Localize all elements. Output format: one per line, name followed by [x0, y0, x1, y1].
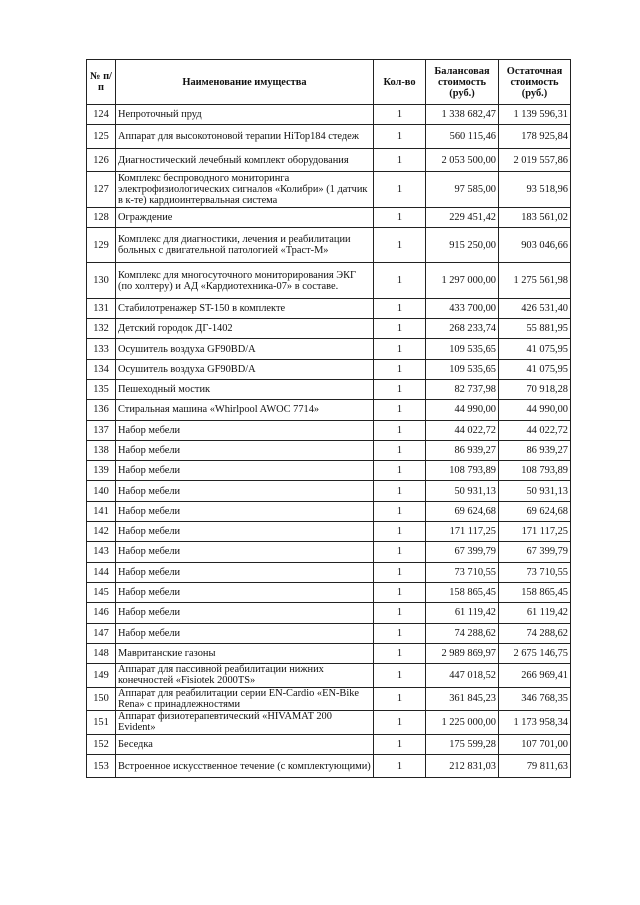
- table-row: [87, 359, 571, 379]
- row-name: Набор мебели: [116, 461, 374, 481]
- row-number: 132: [87, 319, 116, 339]
- row-quantity: 1: [374, 172, 426, 207]
- row-name: Набор мебели: [116, 440, 374, 460]
- row-residual-value: 55 881,95: [499, 319, 571, 339]
- row-quantity: 1: [374, 148, 426, 172]
- table-row: [87, 440, 571, 460]
- row-quantity: 1: [374, 461, 426, 481]
- row-residual-value: 171 117,25: [499, 522, 571, 542]
- row-quantity: 1: [374, 562, 426, 582]
- row-balance-value: 44 022,72: [426, 420, 499, 440]
- row-residual-value: 108 793,89: [499, 461, 571, 481]
- row-number: 146: [87, 603, 116, 623]
- row-balance-value: 2 989 869,97: [426, 643, 499, 663]
- row-number: 153: [87, 754, 116, 778]
- table-row: [87, 420, 571, 440]
- row-balance-value: 447 018,52: [426, 664, 499, 688]
- row-residual-value: 2 675 146,75: [499, 643, 571, 663]
- row-number: 130: [87, 263, 116, 298]
- row-name: Непроточный пруд: [116, 105, 374, 125]
- row-balance-value: 229 451,42: [426, 207, 499, 227]
- row-name: Набор мебели: [116, 603, 374, 623]
- header-balance: Балансовая стоимость (руб.): [426, 60, 499, 105]
- row-residual-value: 41 075,95: [499, 339, 571, 359]
- row-number: 142: [87, 522, 116, 542]
- table-row: [87, 664, 571, 688]
- row-residual-value: 1 173 958,34: [499, 711, 571, 735]
- row-name: Аппарат для реабилитации серии EN-Cardio «EN-Bike Rena» с принадлежностями: [116, 687, 374, 711]
- row-balance-value: 61 119,42: [426, 603, 499, 623]
- table-row: [87, 711, 571, 735]
- row-balance-value: 69 624,68: [426, 501, 499, 521]
- table-row: [87, 643, 571, 663]
- row-quantity: 1: [374, 623, 426, 643]
- row-residual-value: 74 288,62: [499, 623, 571, 643]
- row-name: Набор мебели: [116, 623, 374, 643]
- row-number: 135: [87, 379, 116, 399]
- row-name: Набор мебели: [116, 582, 374, 602]
- row-quantity: 1: [374, 522, 426, 542]
- row-number: 127: [87, 172, 116, 207]
- table-row: [87, 542, 571, 562]
- row-balance-value: 97 585,00: [426, 172, 499, 207]
- row-balance-value: 361 845,23: [426, 687, 499, 711]
- row-number: 145: [87, 582, 116, 602]
- row-balance-value: 86 939,27: [426, 440, 499, 460]
- row-balance-value: 2 053 500,00: [426, 148, 499, 172]
- row-name: Комплекс для многосуточного мониторирования ЭКГ (по холтеру) и АД «Кардиотехника-07» в составе.: [116, 263, 374, 298]
- row-residual-value: 79 811,63: [499, 754, 571, 778]
- row-residual-value: 50 931,13: [499, 481, 571, 501]
- row-balance-value: 560 115,46: [426, 125, 499, 149]
- row-residual-value: 67 399,79: [499, 542, 571, 562]
- row-balance-value: 1 338 682,47: [426, 105, 499, 125]
- table-row: [87, 207, 571, 227]
- row-quantity: 1: [374, 420, 426, 440]
- row-number: 136: [87, 400, 116, 420]
- header-name: Наименование имущества: [116, 60, 374, 105]
- table-row: [87, 562, 571, 582]
- row-number: 151: [87, 711, 116, 735]
- row-balance-value: 212 831,03: [426, 754, 499, 778]
- row-name: Набор мебели: [116, 420, 374, 440]
- table-row: [87, 379, 571, 399]
- table-row: [87, 400, 571, 420]
- row-balance-value: 109 535,65: [426, 339, 499, 359]
- row-name: Набор мебели: [116, 562, 374, 582]
- row-balance-value: 74 288,62: [426, 623, 499, 643]
- row-name: Детский городок ДГ-1402: [116, 319, 374, 339]
- row-number: 131: [87, 298, 116, 318]
- row-residual-value: 266 969,41: [499, 664, 571, 688]
- row-residual-value: 1 275 561,98: [499, 263, 571, 298]
- row-residual-value: 41 075,95: [499, 359, 571, 379]
- header-num: № п/п: [87, 60, 116, 105]
- row-number: 138: [87, 440, 116, 460]
- row-balance-value: 1 225 000,00: [426, 711, 499, 735]
- row-residual-value: 346 768,35: [499, 687, 571, 711]
- row-quantity: 1: [374, 319, 426, 339]
- table-row: [87, 734, 571, 754]
- row-number: 134: [87, 359, 116, 379]
- row-balance-value: 44 990,00: [426, 400, 499, 420]
- table-row: [87, 172, 571, 207]
- row-residual-value: 70 918,28: [499, 379, 571, 399]
- row-quantity: 1: [374, 339, 426, 359]
- row-residual-value: 73 710,55: [499, 562, 571, 582]
- row-name: Аппарат для пассивной реабилитации нижних конечностей «Fisiotek 2000TS»: [116, 664, 374, 688]
- row-number: 144: [87, 562, 116, 582]
- row-name: Набор мебели: [116, 522, 374, 542]
- table-row: [87, 687, 571, 711]
- row-number: 147: [87, 623, 116, 643]
- header-residual: Остаточная стоимость (руб.): [499, 60, 571, 105]
- row-residual-value: 69 624,68: [499, 501, 571, 521]
- row-number: 140: [87, 481, 116, 501]
- row-quantity: 1: [374, 227, 426, 262]
- row-balance-value: 175 599,28: [426, 734, 499, 754]
- row-number: 133: [87, 339, 116, 359]
- table-row: [87, 125, 571, 149]
- row-quantity: 1: [374, 359, 426, 379]
- row-number: 149: [87, 664, 116, 688]
- row-quantity: 1: [374, 125, 426, 149]
- row-name: Аппарат для высокотоновой терапии HiTop184 стедеж: [116, 125, 374, 149]
- row-balance-value: 158 865,45: [426, 582, 499, 602]
- row-number: 124: [87, 105, 116, 125]
- row-balance-value: 171 117,25: [426, 522, 499, 542]
- table-row: [87, 227, 571, 262]
- header-qty: Кол-во: [374, 60, 426, 105]
- row-balance-value: 433 700,00: [426, 298, 499, 318]
- row-quantity: 1: [374, 734, 426, 754]
- row-residual-value: 1 139 596,31: [499, 105, 571, 125]
- row-balance-value: 73 710,55: [426, 562, 499, 582]
- row-name: Набор мебели: [116, 542, 374, 562]
- row-residual-value: 44 022,72: [499, 420, 571, 440]
- row-quantity: 1: [374, 501, 426, 521]
- row-name: Диагностический лечебный комплект оборудования: [116, 148, 374, 172]
- row-quantity: 1: [374, 298, 426, 318]
- row-number: 148: [87, 643, 116, 663]
- row-residual-value: 903 046,66: [499, 227, 571, 262]
- row-name: Комплекс для диагностики, лечения и реабилитации больных с двигательной патологией «Траст-М»: [116, 227, 374, 262]
- row-quantity: 1: [374, 687, 426, 711]
- row-balance-value: 109 535,65: [426, 359, 499, 379]
- row-quantity: 1: [374, 263, 426, 298]
- row-name: Стабилотренажер ST-150 в комплекте: [116, 298, 374, 318]
- row-quantity: 1: [374, 379, 426, 399]
- row-name: Ограждение: [116, 207, 374, 227]
- row-name: Набор мебели: [116, 501, 374, 521]
- table-row: [87, 461, 571, 481]
- row-residual-value: 107 701,00: [499, 734, 571, 754]
- row-residual-value: 86 939,27: [499, 440, 571, 460]
- table-row: [87, 339, 571, 359]
- row-quantity: 1: [374, 440, 426, 460]
- row-name: Комплекс беспроводного мониторинга электрофизиологических сигналов «Колибри» (1 датчик в к-те) кардиоинтервальная система: [116, 172, 374, 207]
- table-body: [87, 105, 571, 778]
- table-row: [87, 298, 571, 318]
- row-name: Мавританские газоны: [116, 643, 374, 663]
- row-number: 139: [87, 461, 116, 481]
- table-row: [87, 582, 571, 602]
- row-balance-value: 50 931,13: [426, 481, 499, 501]
- table-row: [87, 481, 571, 501]
- row-name: Набор мебели: [116, 481, 374, 501]
- row-residual-value: 426 531,40: [499, 298, 571, 318]
- row-balance-value: 67 399,79: [426, 542, 499, 562]
- row-residual-value: 44 990,00: [499, 400, 571, 420]
- row-quantity: 1: [374, 400, 426, 420]
- row-quantity: 1: [374, 207, 426, 227]
- row-name: Аппарат физиотерапевтический «HIVAMAT 200 Evident»: [116, 711, 374, 735]
- table-row: [87, 148, 571, 172]
- row-name: Стиральная машина «Whirlpool AWOC 7714»: [116, 400, 374, 420]
- row-quantity: 1: [374, 603, 426, 623]
- row-quantity: 1: [374, 481, 426, 501]
- row-name: Встроенное искусственное течение (с комплектующими): [116, 754, 374, 778]
- row-name: Беседка: [116, 734, 374, 754]
- row-residual-value: 158 865,45: [499, 582, 571, 602]
- row-balance-value: 108 793,89: [426, 461, 499, 481]
- row-number: 141: [87, 501, 116, 521]
- row-name: Пешеходный мостик: [116, 379, 374, 399]
- header-row: [87, 60, 571, 105]
- row-quantity: 1: [374, 643, 426, 663]
- row-balance-value: 1 297 000,00: [426, 263, 499, 298]
- row-name: Осушитель воздуха GF90BD/A: [116, 339, 374, 359]
- table-header: [87, 60, 571, 105]
- row-number: 126: [87, 148, 116, 172]
- table-row: [87, 501, 571, 521]
- table-row: [87, 105, 571, 125]
- row-quantity: 1: [374, 582, 426, 602]
- row-number: 143: [87, 542, 116, 562]
- row-number: 137: [87, 420, 116, 440]
- table-row: [87, 754, 571, 778]
- table-row: [87, 522, 571, 542]
- row-number: 150: [87, 687, 116, 711]
- row-number: 128: [87, 207, 116, 227]
- row-residual-value: 93 518,96: [499, 172, 571, 207]
- row-residual-value: 2 019 557,86: [499, 148, 571, 172]
- row-number: 125: [87, 125, 116, 149]
- table-row: [87, 263, 571, 298]
- row-balance-value: 915 250,00: [426, 227, 499, 262]
- row-name: Осушитель воздуха GF90BD/A: [116, 359, 374, 379]
- table-row: [87, 319, 571, 339]
- row-quantity: 1: [374, 711, 426, 735]
- row-quantity: 1: [374, 542, 426, 562]
- assets-table: [86, 59, 571, 778]
- row-residual-value: 178 925,84: [499, 125, 571, 149]
- row-number: 129: [87, 227, 116, 262]
- row-residual-value: 183 561,02: [499, 207, 571, 227]
- table-row: [87, 603, 571, 623]
- row-residual-value: 61 119,42: [499, 603, 571, 623]
- table-row: [87, 623, 571, 643]
- row-quantity: 1: [374, 664, 426, 688]
- row-balance-value: 82 737,98: [426, 379, 499, 399]
- row-number: 152: [87, 734, 116, 754]
- row-quantity: 1: [374, 754, 426, 778]
- row-quantity: 1: [374, 105, 426, 125]
- row-balance-value: 268 233,74: [426, 319, 499, 339]
